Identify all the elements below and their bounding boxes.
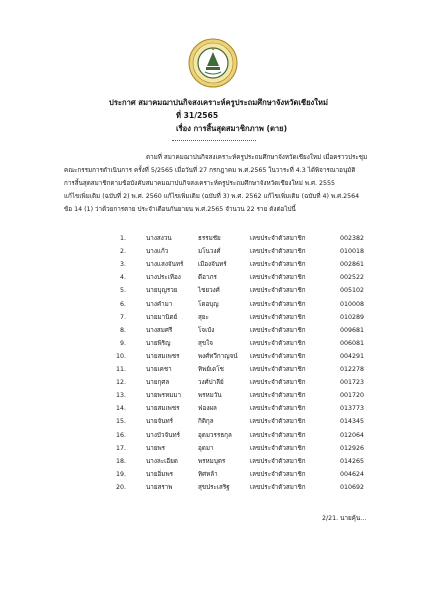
list-item: [0, 285, 423, 297]
member-number: 10.: [115, 352, 126, 360]
member-last-name: โตอบุญ: [198, 300, 219, 308]
member-last-name: ไชยวงศ์: [198, 287, 220, 295]
member-id-label: เลขประจำตัวสมาชิก: [250, 261, 306, 269]
member-number: 20.: [115, 483, 126, 491]
list-item: [0, 416, 423, 428]
member-last-name: อุดมา: [198, 444, 214, 452]
member-first-name: นายพรหมมา: [146, 392, 182, 400]
member-first-name: นายอิ่มพร: [146, 470, 173, 478]
page-continuation-note: 2/21. นายคุ้น...: [322, 515, 367, 522]
member-id-label: เลขประจำตัวสมาชิก: [250, 392, 306, 400]
member-id-label: เลขประจำตัวสมาชิก: [250, 287, 306, 295]
member-id-label: เลขประจำตัวสมาชิก: [250, 418, 306, 426]
list-item: [0, 246, 423, 258]
member-id-label: เลขประจำตัวสมาชิก: [250, 457, 306, 465]
body-paragraph-line: ตามที่ สมาคมฌาปนกิจสงเคราะห์ครูประถมศึกษาจังหวัดเชียงใหม่ เมื่อคราวประชุม: [146, 154, 368, 161]
member-last-name: ฟองผล: [198, 405, 217, 413]
member-last-name: มโนวงศ์: [198, 248, 221, 256]
member-number: 15.: [115, 418, 126, 426]
member-last-name: สุยะ: [198, 313, 209, 321]
list-item: [0, 351, 423, 363]
list-item: [0, 338, 423, 350]
member-number: 4.: [119, 274, 126, 282]
member-id-label: เลขประจำตัวสมาชิก: [250, 339, 306, 347]
member-id-label: เลขประจำตัวสมาชิก: [250, 274, 306, 282]
member-id: 010692: [340, 483, 365, 491]
member-id: 010289: [340, 313, 365, 321]
body-paragraph-line: การสิ้นสุดสมาชิกตามข้อบังคับสมาคมฌาปนกิจสงเคราะห์ครูประถมศึกษาจังหวัดเชียงใหม่ พ.ศ. 2555: [64, 180, 336, 187]
list-item: [0, 299, 423, 311]
member-last-name: สุขประเสริฐ: [198, 483, 230, 491]
member-id: 010018: [340, 248, 365, 256]
member-id-label: เลขประจำตัวสมาชิก: [250, 483, 306, 491]
member-id-label: เลขประจำตัวสมาชิก: [250, 444, 306, 452]
member-id: 002861: [340, 261, 365, 269]
member-number: 5.: [119, 287, 126, 295]
member-id-label: เลขประจำตัวสมาชิก: [250, 313, 306, 321]
announcement-number: ที่ 31/2565: [176, 111, 219, 120]
member-id-label: เลขประจำตัวสมาชิก: [250, 248, 306, 256]
member-last-name: ทิศหล้า: [198, 470, 218, 478]
member-number: 7.: [119, 313, 126, 321]
list-item: [0, 364, 423, 376]
member-first-name: นายสมเพชร: [146, 405, 180, 413]
member-id: 002522: [340, 274, 365, 282]
member-last-name: วงศ์ปาลีย์: [198, 379, 224, 387]
member-last-name: กิติกุล: [198, 418, 214, 426]
list-item: [0, 403, 423, 415]
member-id: 010008: [340, 300, 365, 308]
list-item: [0, 233, 423, 245]
member-id: 006081: [340, 339, 365, 347]
member-last-name: พงศ์ทวีกาญจน์: [198, 352, 238, 360]
member-number: 9.: [119, 339, 126, 347]
member-first-name: นางประเทือง: [146, 274, 181, 282]
member-id: 004291: [340, 352, 365, 360]
body-paragraph-line: คณะกรรมการดำเนินการ ครั้งที่ 5/2565 เมื่อวันที่ 27 กรกฎาคม พ.ศ.2565 ในวาระที่ 4.3 ได้พิจารณาอนุมัติ: [64, 167, 356, 174]
member-id: 012926: [340, 444, 365, 452]
member-first-name: นายพิริญ: [146, 339, 171, 347]
list-item: [0, 456, 423, 468]
member-id-label: เลขประจำตัวสมาชิก: [250, 405, 306, 413]
member-id: 012064: [340, 431, 365, 439]
member-id: 014265: [340, 457, 365, 465]
list-item: [0, 430, 423, 442]
member-id: 009681: [340, 326, 365, 334]
member-first-name: นายบุญรวย: [146, 287, 178, 295]
list-item: [0, 390, 423, 402]
member-id: 014345: [340, 418, 365, 426]
announcement-title: ประกาศ สมาคมฌาปนกิจสงเคราะห์ครูประถมศึกษาจังหวัดเชียงใหม่: [109, 98, 328, 107]
member-first-name: นางแสงจันทร์: [146, 261, 184, 269]
member-first-name: นายสมเพชร: [146, 352, 180, 360]
member-first-name: นางสงวน: [146, 235, 172, 242]
member-number: 18.: [115, 457, 126, 465]
list-item: [0, 325, 423, 337]
list-item: [0, 259, 423, 271]
member-id: 004624: [340, 470, 365, 478]
member-id: 012278: [340, 366, 365, 373]
member-id-label: เลขประจำตัวสมาชิก: [250, 326, 306, 334]
member-last-name: พรหมบุตร: [198, 457, 226, 465]
member-last-name: ทิพย์เดโช: [198, 366, 224, 373]
member-id-label: เลขประจำตัวสมาชิก: [250, 379, 306, 387]
member-last-name: พรหมวัน: [198, 392, 222, 400]
member-last-name: อุดมวรรธกุล: [198, 431, 232, 439]
member-id: 002382: [340, 235, 365, 242]
member-id: 001720: [340, 392, 365, 400]
list-item: [0, 482, 423, 494]
member-id: 001723: [340, 379, 365, 387]
member-number: 12.: [115, 379, 126, 387]
member-last-name: ธรรมชัย: [198, 235, 221, 242]
member-first-name: นายพร: [146, 444, 166, 452]
member-id-label: เลขประจำตัวสมาชิก: [250, 470, 306, 478]
header-divider: [172, 140, 256, 141]
member-first-name: นายสราพ: [146, 483, 173, 491]
member-last-name: สุขใจ: [198, 339, 213, 347]
member-first-name: นางแก้ว: [146, 248, 169, 256]
member-number: 8.: [119, 326, 126, 334]
member-number: 14.: [115, 405, 126, 413]
member-last-name: ดีอาภร: [198, 274, 217, 282]
member-first-name: นายเคชา: [146, 366, 172, 373]
list-item: [0, 272, 423, 284]
member-id: 005102: [340, 287, 365, 295]
member-number: 19.: [115, 470, 126, 478]
association-seal-icon: [188, 38, 238, 88]
member-number: 16.: [115, 431, 126, 439]
list-item: [0, 469, 423, 481]
member-first-name: นางคำมา: [146, 300, 173, 308]
list-item: [0, 443, 423, 455]
member-number: 3.: [119, 261, 126, 269]
member-first-name: นายกุศล: [146, 379, 170, 387]
member-id-label: เลขประจำตัวสมาชิก: [250, 366, 306, 373]
member-id-label: เลขประจำตัวสมาชิก: [250, 431, 306, 439]
member-id-label: เลขประจำตัวสมาชิก: [250, 235, 306, 242]
member-number: 17.: [115, 444, 126, 452]
member-first-name: นางบัวจันทร์: [146, 431, 180, 439]
member-number: 1.: [119, 235, 126, 242]
member-number: 11.: [115, 366, 126, 373]
member-id-label: เลขประจำตัวสมาชิก: [250, 352, 306, 360]
member-number: 6.: [119, 300, 126, 308]
member-number: 2.: [119, 248, 126, 256]
body-paragraph-line: ข้อ 14 (1) ว่าด้วยการตาย ประจำเดือนกันยายน พ.ศ.2565 จำนวน 22 ราย ดังต่อไปนี้: [64, 206, 296, 213]
member-number: 13.: [115, 392, 126, 400]
list-item: [0, 377, 423, 389]
member-first-name: นายมานิตย์: [146, 313, 178, 321]
member-last-name: โจเป๋ง: [198, 326, 215, 334]
member-first-name: นางละเอียด: [146, 457, 178, 465]
member-id-label: เลขประจำตัวสมาชิก: [250, 300, 306, 308]
announcement-subject: เรื่อง การสิ้นสุดสมาชิกภาพ (ตาย): [176, 124, 288, 133]
member-first-name: นายจันทร์: [146, 418, 174, 426]
body-paragraph-line: แก้ไขเพิ่มเติม (ฉบับที่ 2) พ.ศ. 2560 แก้ไขเพิ่มเติม (ฉบับที่ 3) พ.ศ. 2562 แก้ไขเพิ่มเติม (ฉบับที่ 4) พ.ศ.2564: [64, 193, 360, 200]
list-item: [0, 312, 423, 324]
member-first-name: นางสมศรี: [146, 326, 173, 334]
member-last-name: เมืองจันทร์: [198, 261, 227, 269]
member-id: 013773: [340, 405, 365, 413]
